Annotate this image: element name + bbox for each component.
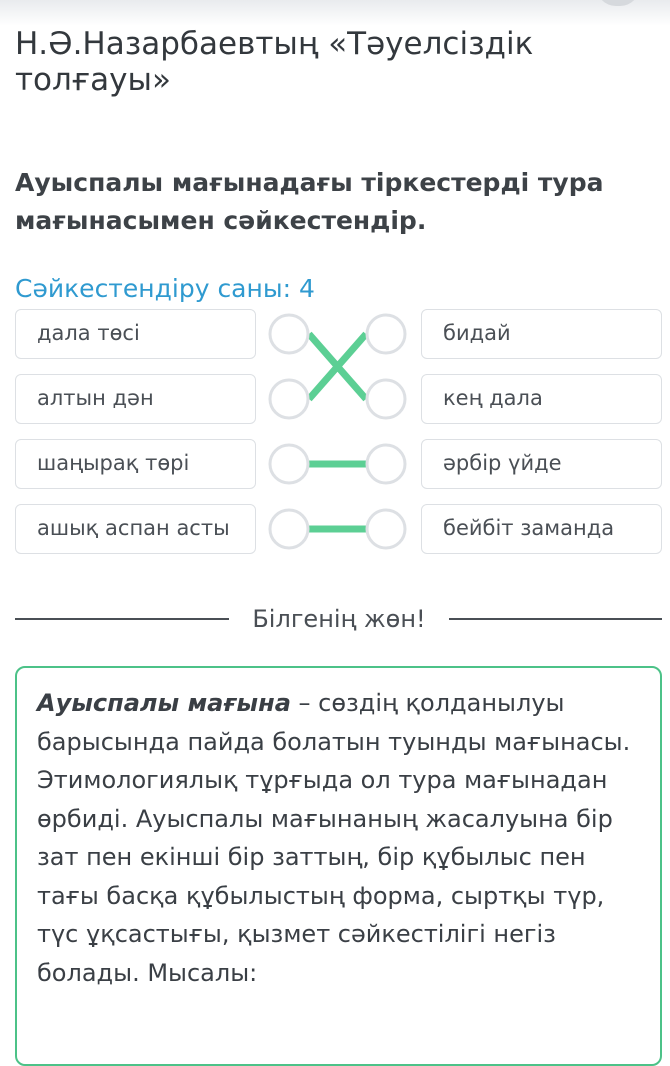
left-connector-dot-4[interactable] <box>270 510 308 548</box>
page-title: Н.Ә.Назарбаевтың «Тәуелсіздік толғауы» <box>15 26 534 98</box>
right-card-2[interactable]: кең дала <box>421 374 662 424</box>
info-text <box>37 684 637 992</box>
right-card-1[interactable]: бидай <box>421 309 662 359</box>
right-card-3[interactable]: әрбір үйде <box>421 439 662 489</box>
right-connector-dot-2[interactable] <box>367 380 405 418</box>
right-connector-dot-4[interactable] <box>367 510 405 548</box>
right-connector-dot-3[interactable] <box>367 445 405 483</box>
top-handle <box>596 0 640 6</box>
left-connector-dot-2[interactable] <box>270 380 308 418</box>
info-term: Ауыспалы мағына <box>37 689 291 717</box>
left-connector-dot-3[interactable] <box>270 445 308 483</box>
left-card-3[interactable]: шаңырақ төрі <box>15 439 256 489</box>
left-card-4[interactable]: ашық аспан асты <box>15 504 256 554</box>
top-strip <box>0 0 670 26</box>
match-connectors <box>256 305 421 555</box>
left-connector-dots <box>270 315 308 548</box>
right-connector-dots <box>367 315 405 548</box>
match-count: Сәйкестендіру саны: 4 <box>15 274 315 303</box>
divider-right <box>449 618 662 620</box>
left-card-1[interactable]: дала төсі <box>15 309 256 359</box>
match-lines <box>309 334 366 529</box>
info-definition: – сөздің қолданылуы барысында пайда болатын туынды мағынасы. Этимологиялық тұрғыда ол тура мағынадан өрбиді. Ауыспалы мағынаның жасалуына бір зат пен екінші бір заттың, бір құбылыс пен тағы басқа құбылыстың форма, сыртқы түр, түс ұқсастығы, қызмет сәйкестілігі негіз болады. Мысалы: <box>37 689 631 987</box>
left-connector-dot-1[interactable] <box>270 315 308 353</box>
left-card-2[interactable]: алтын дән <box>15 374 256 424</box>
right-connector-dot-1[interactable] <box>367 315 405 353</box>
info-section-label: Білгенің жөн! <box>252 605 426 633</box>
right-card-4[interactable]: бейбіт заманда <box>421 504 662 554</box>
task-heading: Ауыспалы мағынадағы тіркестерді тура мағынасымен сәйкестендір. <box>15 168 604 235</box>
info-box <box>15 666 662 1066</box>
divider-left <box>15 618 229 620</box>
